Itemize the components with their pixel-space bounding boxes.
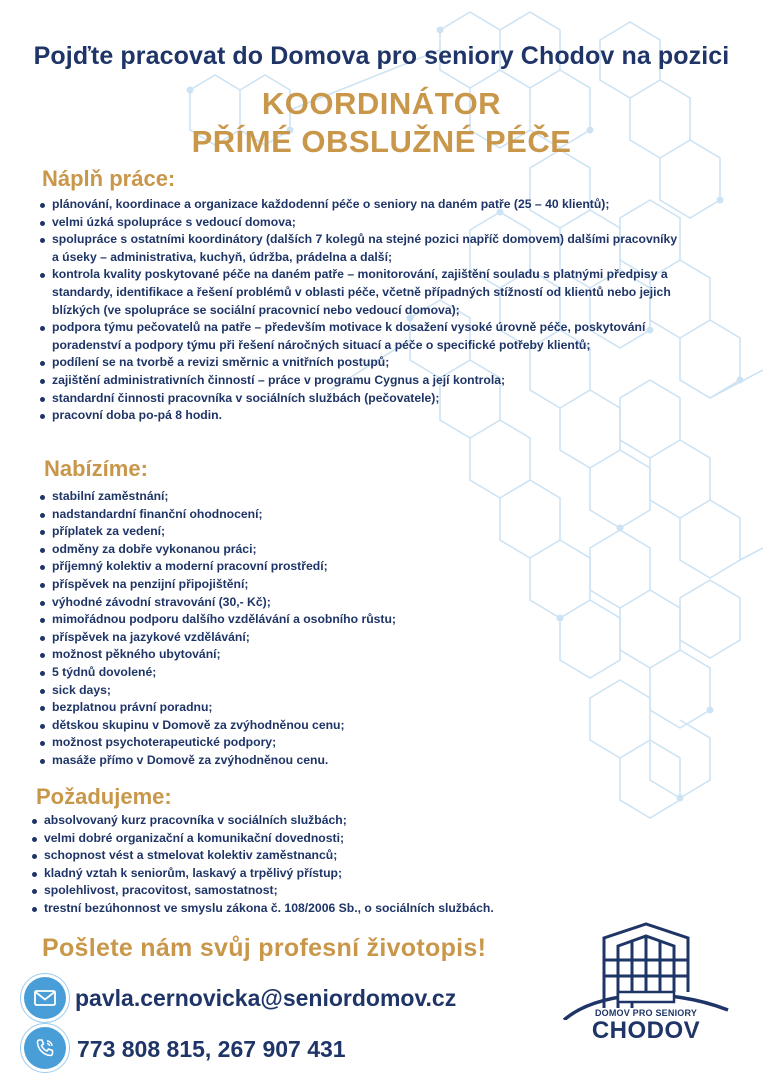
phone-numbers[interactable]: 773 808 815, 267 907 431	[77, 1036, 346, 1062]
list-item: standardní činnosti pracovníka v sociálních službách (pečovatele);	[38, 390, 678, 408]
list-item: příspěvek na penzijní připojištění;	[38, 576, 638, 594]
list-item: plánování, koordinace a organizace každodenní péče o seniory na daném patře (25 – 40 klientů);	[38, 196, 678, 214]
list-item: velmi dobré organizační a komunikační dovednosti;	[30, 830, 630, 848]
list-item: masáže přímo v Domově za zvýhodněnou cenu.	[38, 752, 638, 770]
list-item: pracovní doba po-pá 8 hodin.	[38, 407, 678, 425]
offers-list	[38, 488, 638, 770]
chodov-logo	[556, 920, 756, 1070]
poster-headline: Pojďte pracovat do Domova pro seniory Chodov na pozici	[33, 42, 730, 70]
list-item: spolehlivost, pracovitost, samostatnost;	[30, 882, 630, 900]
list-item: příjemný kolektiv a moderní pracovní prostředí;	[38, 558, 638, 576]
position-title-line2: PŘÍMÉ OBSLUŽNÉ PÉČE	[191, 124, 572, 159]
list-item: stabilní zaměstnání;	[38, 488, 638, 506]
list-item: dětskou skupinu v Domově za zvýhodněnou cenu;	[38, 717, 638, 735]
list-item: absolvovaný kurz pracovníka v sociálních službách;	[30, 812, 630, 830]
list-item: podílení se na tvorbě a revizi směrnic a vnitřních postupů;	[38, 354, 678, 372]
list-item: mimořádnou podporu dalšího vzdělávání a osobního růstu;	[38, 611, 638, 629]
requirements-heading: Požadujeme:	[36, 784, 172, 809]
list-item: možnost psychoterapeutické podpory;	[38, 734, 638, 752]
envelope-icon	[24, 977, 66, 1019]
list-item: kontrola kvality poskytované péče na daném patře – monitorování, zajištění souladu s platnými předpisy a standardy, identifikace a řešení problémů v oblasti péče, včetně případných stížností od klientů nebo jejich blízkých (ve spolupráce se sociální pracovnicí nebo vedoucí domova);	[38, 266, 678, 319]
list-item: příplatek za vedení;	[38, 523, 638, 541]
offers-heading: Nabízíme:	[44, 456, 148, 481]
list-item: trestní bezúhonnost ve smyslu zákona č. 108/2006 Sb., o sociálních službách.	[30, 900, 630, 918]
list-item: možnost pěkného ubytování;	[38, 646, 638, 664]
list-item: sick days;	[38, 682, 638, 700]
list-item: velmi úzká spolupráce s vedoucí domova;	[38, 214, 678, 232]
logo-name: CHODOV	[591, 1017, 701, 1044]
duties-heading: Náplň práce:	[42, 166, 176, 191]
duties-list	[38, 196, 678, 425]
list-item: schopnost vést a stmelovat kolektiv zaměstnanců;	[30, 847, 630, 865]
list-item: 5 týdnů dovolené;	[38, 664, 638, 682]
list-item: příspěvek na jazykové vzdělávání;	[38, 629, 638, 647]
list-item: odměny za dobře vykonanou práci;	[38, 541, 638, 559]
list-item: výhodné závodní stravování (30,- Kč);	[38, 594, 638, 612]
requirements-list	[30, 812, 630, 918]
list-item: bezplatnou právní poradnu;	[38, 699, 638, 717]
list-item: spolupráce s ostatními koordinátory (dalších 7 kolegů na stejné pozici napříč domovem) dalšími pracovníky a úseky – administrativa, kuchyň, údržba, prádelna a další;	[38, 231, 678, 266]
list-item: podpora týmu pečovatelů na patře – především motivace k dosažení vysoké úrovně péče, poskytování poradenství a podpory týmu při řešení náročných situací a péče o specifické potřeby klientů;	[38, 319, 678, 354]
position-title-line1: KOORDINÁTOR	[261, 86, 502, 121]
list-item: kladný vztah k seniorům, laskavý a trpělivý přístup;	[30, 865, 630, 883]
list-item: nadstandardní finanční ohodnocení;	[38, 506, 638, 524]
phone-icon	[24, 1027, 66, 1069]
email-link[interactable]: pavla.cernovicka@seniordomov.cz	[75, 985, 457, 1011]
cta-send-cv: Pošlete nám svůj profesní životopis!	[42, 934, 487, 962]
building-logo-icon	[556, 920, 736, 1020]
logo-subtitle: DOMOV PRO SENIORY	[594, 1008, 698, 1018]
list-item: zajištění administrativních činností – práce v programu Cygnus a její kontrola;	[38, 372, 678, 390]
